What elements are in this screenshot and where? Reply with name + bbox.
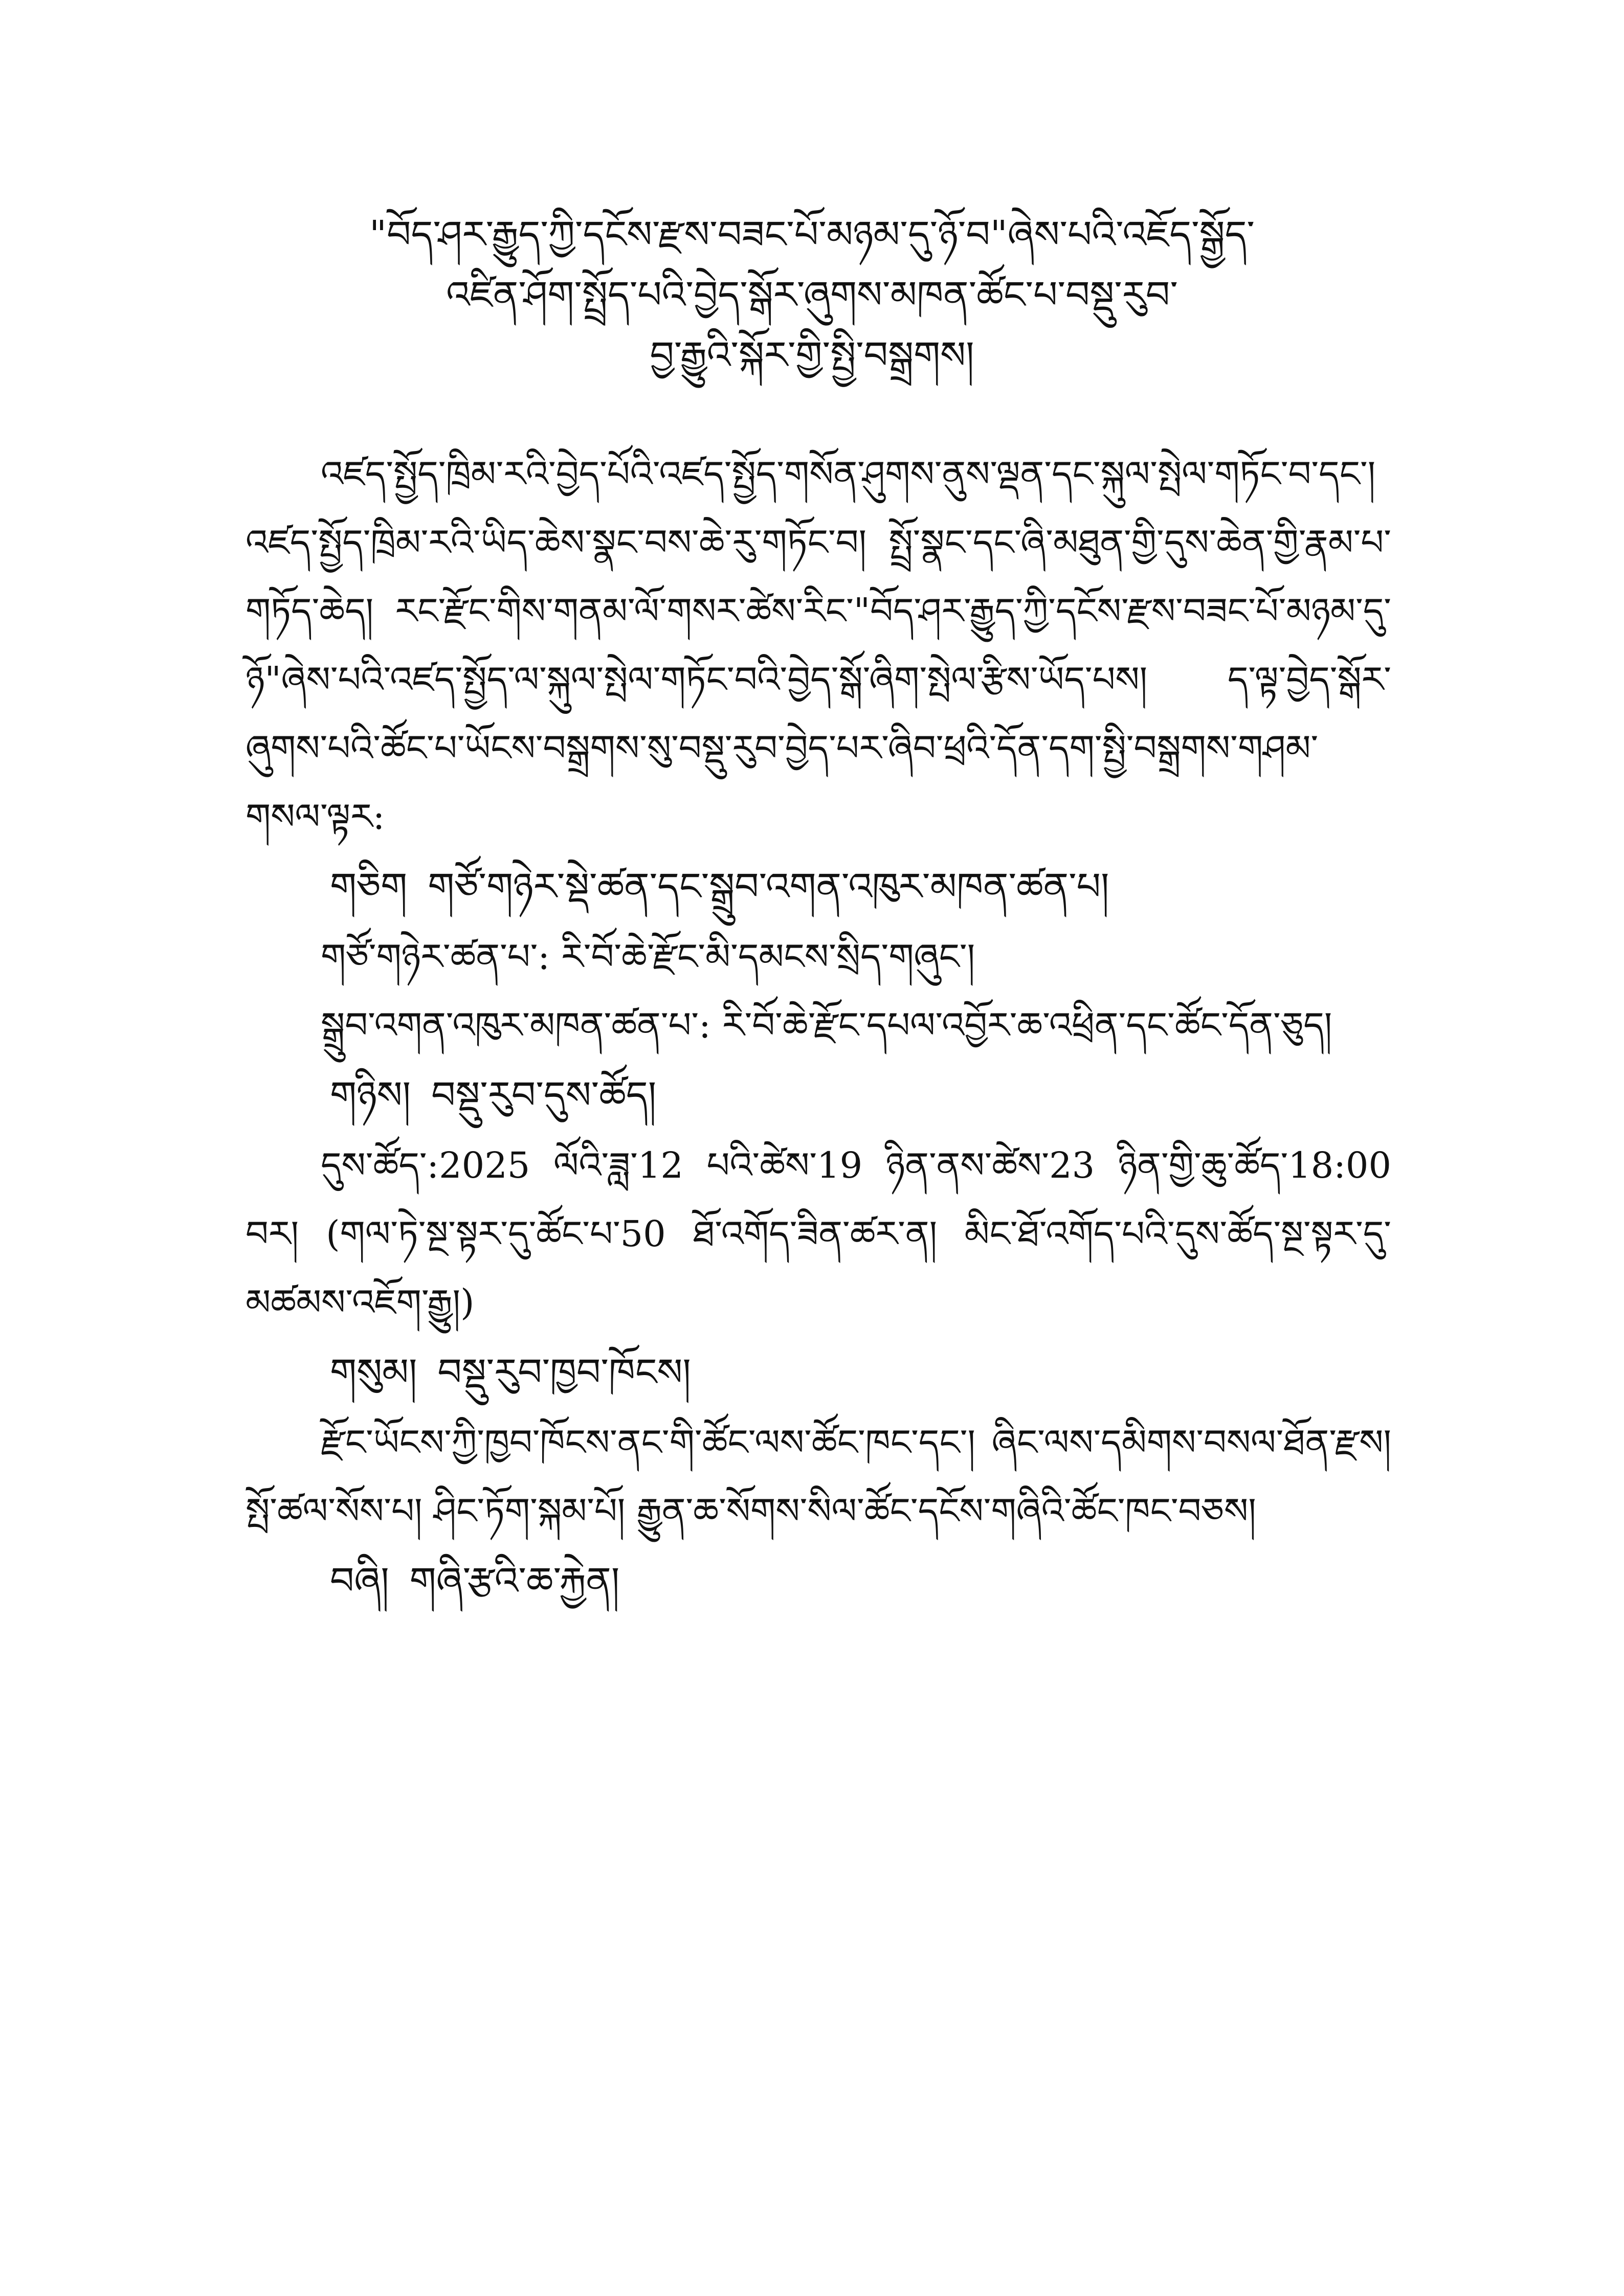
document-title [0,205,1624,386]
section-heading [246,1060,1391,1131]
section-number: གཅིག [330,865,408,909]
title-line-1: "བོད་ཤར་རྒྱུད་ཀྱི་དངོས་རྫས་བཟང་པོ་མཉམ་དུ་ཉོ་བ"ཞེས་པའི་འཇོད་སྒྱོད་ [369,213,1255,257]
section-title: གཙོ་གཉེར་སྡེ་ཚན་དང་སྒྲུབ་འགན་འཁུར་མཁན་ཚན་པ། [428,865,1109,909]
section-item: དུས་ཚོད་:2025 ལོའི་ཟླ་12 པའི་ཚེས་19 ཉིན་ནས་ཚེས་23 ཉིན་གྱི་ཆུ་ཚོད་18:00 བར། (གལ་ཏེ་སྔ་སྟར་དུ་ཚོང་པ་50 ཐོ་འགོད་ཟིན་ཚར་ན། མིང་ཐོ་འགོད་པའི་དུས་ཚོད་སྔ་སྟར་དུ་མཚམས་འཇོག་རྒྱུ།) [246,1144,1391,1323]
section-title: བསྡུ་རུབ་དུས་ཚོད། [431,1073,657,1117]
section-heading [246,851,1391,922]
section-title: བསྡུ་རུབ་ཁྱབ་ཁོངས། [437,1350,691,1394]
section-item: རྫོང་ཡོངས་ཀྱི་ཁྱབ་ཁོངས་ནང་གི་ཚོང་ལས་ཚོང་ཁང་དང་། ཞིང་ལས་དམིགས་བསལ་ཐོན་རྫས། སྤོ་ཚལ་སོས་པ། ཤིང་ཏོག་སྐམ་པོ། རྒྱུན་ཆ་སོགས་སིལ་ཚོང་དངོས་གཞིའི་ཚོང་ཁང་བཅས། [246,1422,1391,1532]
title-line-2: འཛིན་ཤོག་སྤྲོད་པའི་བྱེད་སྒོར་ཞུགས་མཁན་ཚོང་པ་བསྡུ་རུབ་ [446,273,1178,317]
section-4 [246,1545,1391,1617]
section-2 [246,1060,1391,1337]
section-heading [246,1337,1391,1408]
intro-paragraph: འཛད་སྤྱོད་ཁྲིམ་རའི་བྱེད་པོའི་འཛད་སྤྱོད་གསོན་ཤུགས་ནུས་ལྡན་དང་སྐུལ་སྤེལ་གཏོང་བ་དང་། འཛད་སྤྱོད་ཁྲིམ་རའི་ཡིད་ཆེས་སྣང་བས་ཆེ་རུ་གཏོང་བ། སྤྲོ་སྣང་དང་ཞི་མཐུན་གྱི་དུས་ཆེན་གྱི་རྣམ་པ་གཏོད་ཆེད། རང་རྫོང་གིས་གནམ་ལོ་གསར་ཚེས་རིང་"བོད་ཤར་རྒྱུད་ཀྱི་དངོས་རྫས་བཟང་པོ་མཉམ་དུ་ཉོ"ཞེས་པའི་འཛད་སྤྱོད་ལ་སྐུལ་སྤེལ་གཏོང་བའི་བྱེད་སྒོ་ཞིག་སྤེལ་རྩིས་ཡོད་པས། ད་ལྟ་བྱེད་སྒོར་ཞུགས་པའི་ཚོང་པ་ཡོངས་བསྒྲགས་སུ་བསྡུ་རུབ་བྱེད་པར་ཞིབ་ཕྲའི་དོན་དག་སྤྱི་བསྒྲགས་གཤམ་གསལ་ལྟར: [246,453,1391,838]
section-number: གཉིས། [330,1073,411,1117]
section-1 [246,851,1391,1060]
section-item: སྒྲུབ་འགན་འཁུར་མཁན་ཚན་པ་: རི་བོ་ཆེ་རྫོང་དཔལ་འབྱོར་ཆ་འཕྲིན་དང་ཚོང་དོན་ཅུད། [321,1004,1332,1046]
section-heading [246,1545,1391,1617]
section-3 [246,1337,1391,1545]
section-item: གཙོ་གཉེར་ཚན་པ་: རི་བོ་ཆེ་རྫོང་མི་དམངས་སྲིད་གཞུང་། [321,936,975,978]
title-line-3: བྱ་རྒྱུའི་སྐོར་གྱི་སྤྱི་བསྒྲགས། [650,333,974,377]
section-number: གསུམ། [330,1350,417,1394]
section-number: བཞི། [330,1559,389,1603]
section-title: གཞི་རྩའི་ཆ་རྐྱེན། [409,1559,620,1603]
document-body [246,440,1391,1617]
